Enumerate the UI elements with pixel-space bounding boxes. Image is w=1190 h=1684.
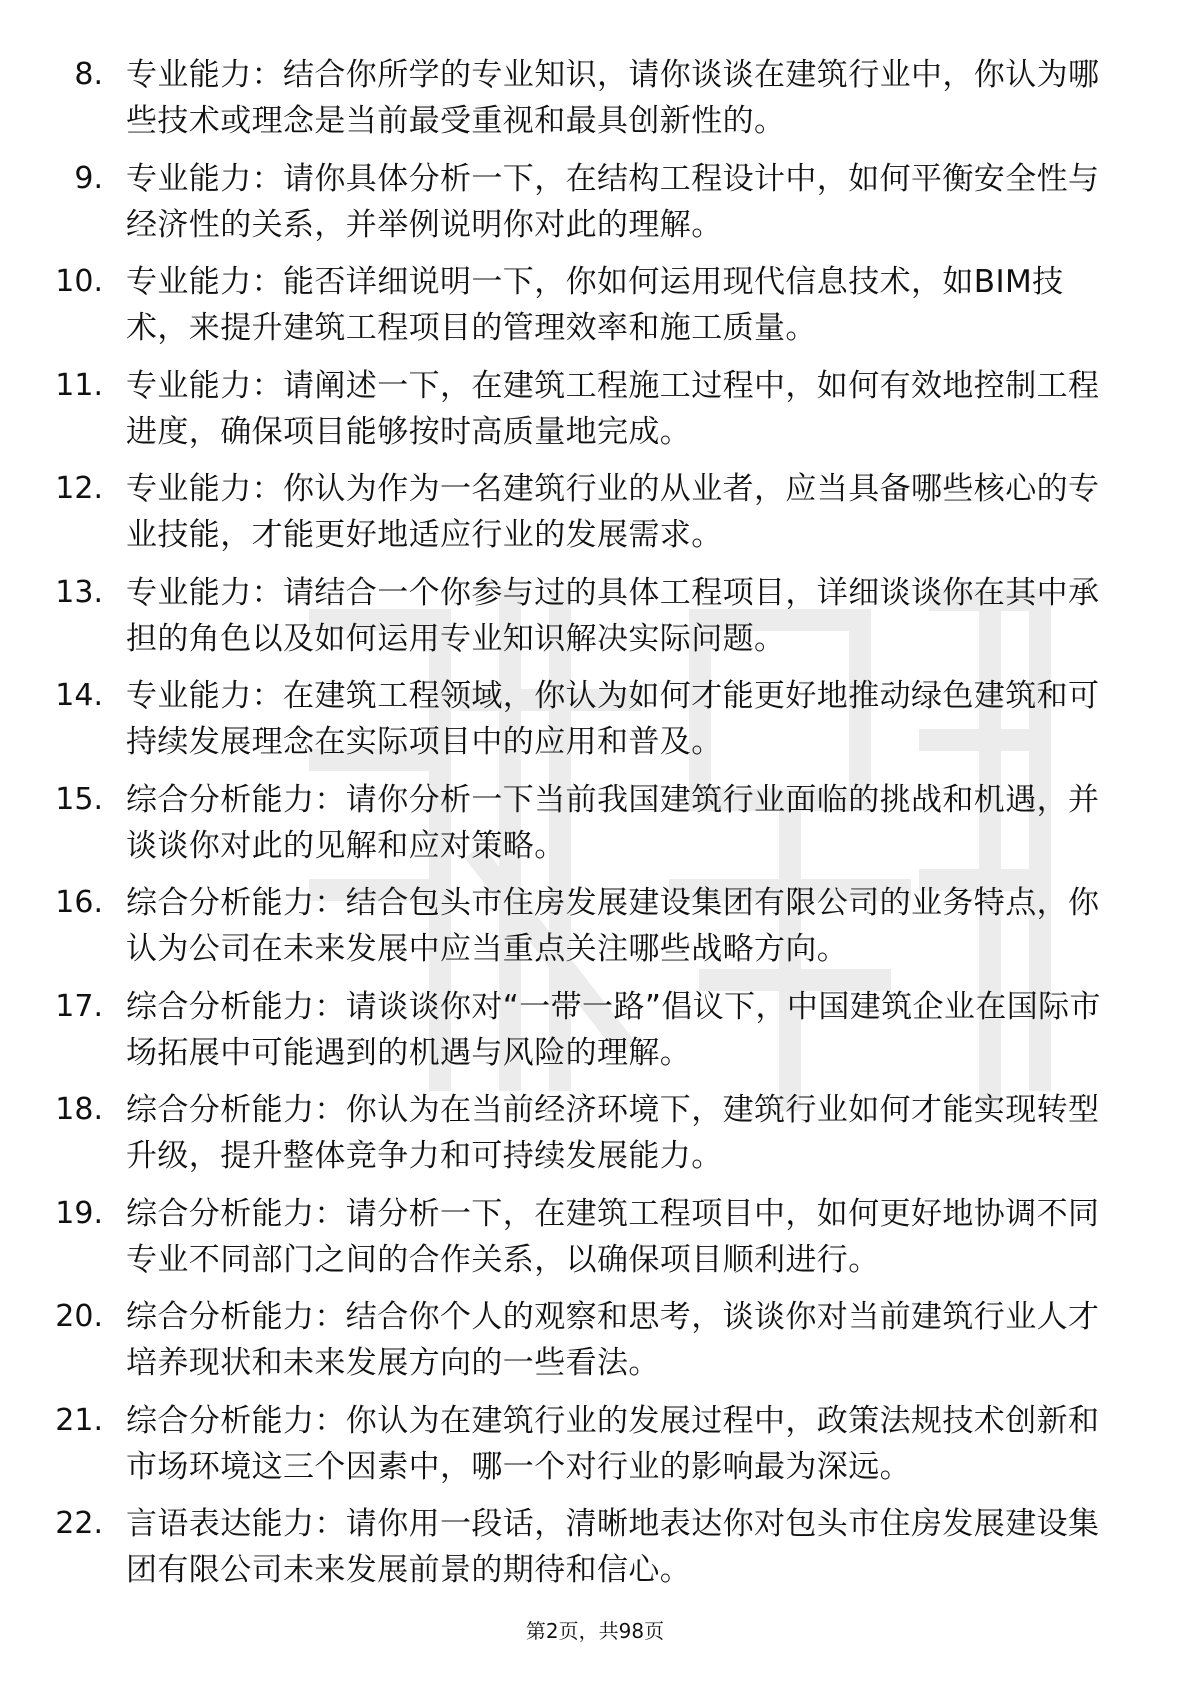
question-item: [0, 1294, 1190, 1398]
question-number: 13.: [55, 574, 103, 610]
question-item: [0, 880, 1190, 984]
question-text: 言语表达能力：请你用一段话，清晰地表达你对包头市住房发展建设集团有限公司未来发展前景的期待和信心。: [126, 1506, 1100, 1588]
question-text: 综合分析能力：请分析一下，在建筑工程项目中，如何更好地协调不同专业不同部门之间的合作关系，以确保项目顺利进行。: [126, 1195, 1100, 1278]
question-item: [0, 1501, 1190, 1605]
question-text: 专业能力：在建筑工程领域，你认为如何才能更好地推动绿色建筑和可持续发展理念在实际项目中的应用和普及。: [126, 678, 1100, 760]
question-text: 综合分析能力：结合你个人的观察和思考，谈谈你对当前建筑行业人才培养现状和未来发展方向的一些看法。: [126, 1299, 1100, 1381]
question-item: [0, 363, 1190, 467]
question-number: 14.: [55, 678, 103, 713]
question-text: 综合分析能力：结合包头市住房发展建设集团有限公司的业务特点，你认为公司在未来发展中应当重点关注哪些战略方向。: [126, 885, 1100, 967]
question-item: [0, 52, 1190, 156]
question-item: [0, 777, 1190, 881]
question-number: 15.: [55, 781, 103, 817]
question-item: [0, 466, 1190, 570]
question-item: [0, 259, 1190, 363]
question-text: 专业能力：结合你所学的专业知识，请你谈谈在建筑行业中，你认为哪些技术或理念是当前最受重视和最具创新性的。: [126, 57, 1100, 139]
page-footer: 第2页，共98页: [525, 1619, 665, 1643]
question-text: 专业能力：请阐述一下，在建筑工程施工过程中，如何有效地控制工程进度，确保项目能够按时高质量地完成。: [126, 367, 1100, 450]
question-text: 专业能力：能否详细说明一下，你如何运用现代信息技术，如BIM技术，来提升建筑工程项目的管理效率和施工质量。: [126, 264, 1064, 346]
question-number: 20.: [55, 1299, 103, 1334]
question-item: [0, 1398, 1190, 1502]
question-number: 11.: [55, 367, 103, 403]
question-text: 综合分析能力：请谈谈你对“一带一路”倡议下，中国建筑企业在国际市场拓展中可能遇到的机遇与风险的理解。: [126, 988, 1101, 1071]
question-item: [0, 156, 1190, 260]
question-number: 17.: [55, 988, 103, 1024]
question-list: [0, 52, 1190, 1605]
question-number: 12.: [55, 471, 103, 506]
question-text: 专业能力：请结合一个你参与过的具体工程项目，详细谈谈你在其中承担的角色以及如何运用专业知识解决实际问题。: [126, 574, 1100, 657]
question-number: 18.: [55, 1092, 103, 1127]
question-text: 专业能力：请你具体分析一下，在结构工程设计中，如何平衡安全性与经济性的关系，并举例说明你对此的理解。: [126, 160, 1100, 243]
question-number: 16.: [55, 885, 103, 920]
question-item: [0, 1087, 1190, 1191]
question-text: 综合分析能力：你认为在当前经济环境下，建筑行业如何才能实现转型升级，提升整体竞争力和可持续发展能力。: [126, 1092, 1100, 1174]
question-number: 21.: [55, 1402, 103, 1438]
question-item: [0, 984, 1190, 1088]
question-number: 10.: [55, 264, 103, 299]
question-item: [0, 1191, 1190, 1295]
question-number: 9.: [74, 160, 103, 196]
question-item: [0, 570, 1190, 674]
question-text: 综合分析能力：请你分析一下当前我国建筑行业面临的挑战和机遇，并谈谈你对此的见解和应对策略。: [126, 781, 1100, 864]
question-text: 综合分析能力：你认为在建筑行业的发展过程中，政策法规技术创新和市场环境这三个因素中，哪一个对行业的影响最为深远。: [126, 1402, 1100, 1485]
question-item: [0, 673, 1190, 777]
question-number: 22.: [55, 1506, 103, 1541]
question-number: 8.: [74, 57, 103, 92]
question-number: 19.: [55, 1195, 103, 1231]
question-text: 专业能力：你认为作为一名建筑行业的从业者，应当具备哪些核心的专业技能，才能更好地适应行业的发展需求。: [126, 471, 1100, 553]
